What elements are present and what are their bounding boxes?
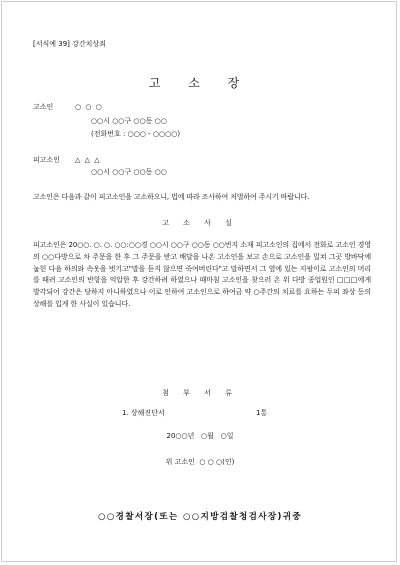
facts-body (33, 240, 371, 311)
attachment-item: 1. 상해진단서 (122, 409, 165, 417)
accused-address: ○○시 ○○구 ○○동 ○○ (91, 168, 167, 176)
complainant-label: 고소인 (33, 103, 54, 111)
signature-line: 위 고소인 ○ ○ ○(인) (165, 458, 235, 466)
complainant-phone: (전화번호 : ○○○ - ○○○○) (91, 130, 181, 138)
accused-label: 피고소인 (33, 156, 61, 164)
facts-paragraph: 피고소인은 20○○. ○. ○. ○○:○○경 ○○시 ○○구 ○○동 ○○번지 소재 피고소인의 집에서 전화로 고소인 경영의 ○○다방으로 차 주문을 한 후 그 주문을 받고 배달을 나온 고소인을 보고 손으로 고소인을 밀쳐 그곳 방바닥에 눕힌 다음 하의와 속옷을 벗기고"말을 듣지 않으면 죽여버린다"고 말하면서 그 옆에 있는 지팡이로 고소인의 머리를 때려 고소인의 반항을 억압한 후 강간하려 하였으나 때마침 고소인을 찾으러 온 위 다방 종업원인 □□□에게 발각되어 강간은 당하지 아니하였으나 이로 인하여 고소인으로 하여금 약 ○주간의 치료를 요하는 두피 좌상 등의 상해를 입게 한 사실이 있습니다. (33, 241, 371, 308)
facts-heading: 고 소 사 실 (162, 219, 238, 227)
intro-paragraph: 고소인은 다음과 같이 피고소인을 고소하오니, 법에 따라 조사하여 처벌하여 주시기 바랍니다. (33, 193, 310, 201)
form-header: [서식예 39] 강간치상죄 (33, 40, 106, 48)
document-date: 20○○년 ○월 ○일 (166, 432, 234, 440)
accused-name: △ △ △ (75, 156, 101, 164)
complainant-name: ○ ○ ○ (75, 103, 103, 111)
document-title: 고 소 장 (148, 76, 252, 90)
addressee-line: ○○경찰서장(또는 ○○지방검찰청검사장)귀중 (98, 512, 302, 522)
attachments-heading: 첨 부 서 류 (162, 389, 238, 397)
complainant-address: ○○시 ○○구 ○○동 ○○ (91, 117, 167, 125)
attachment-count: 1통 (256, 409, 268, 417)
